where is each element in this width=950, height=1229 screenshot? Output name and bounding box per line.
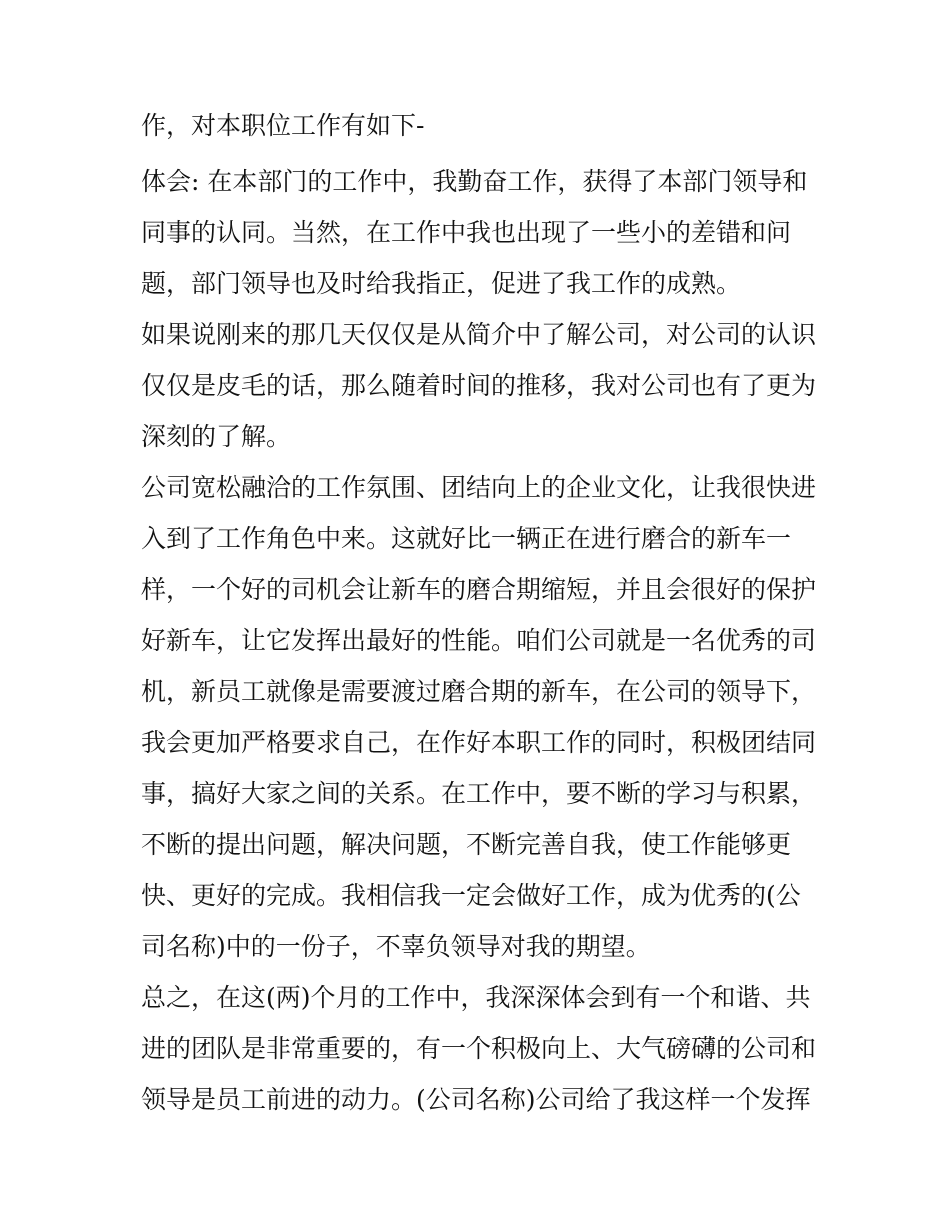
text-line: 快、更好的完成。我相信我一定会做好工作，成为优秀的(公 xyxy=(141,881,801,910)
text-line: 我会更加严格要求自己，在作好本职工作的同时，积极团结同 xyxy=(141,728,817,757)
text-line: 好新车，让它发挥出最好的性能。咱们公司就是一名优秀的司 xyxy=(141,626,817,655)
text-line: 深刻的了解。 xyxy=(141,422,292,451)
text-line: 体会: 在本部门的工作中，我勤奋工作，获得了本部门领导和 xyxy=(141,167,808,196)
text-line: 领导是员工前进的动力。(公司名称)公司给了我这样一个发挥 xyxy=(141,1085,811,1114)
text-line: 机，新员工就像是需要渡过磨合期的新车，在公司的领导下， xyxy=(141,677,817,706)
text-line: 题，部门领导也及时给我指正，促进了我工作的成熟。 xyxy=(141,269,742,298)
text-line: 作，对本职位工作有如下- xyxy=(141,111,425,140)
text-line: 入到了工作角色中来。这就好比一辆正在进行磨合的新车一 xyxy=(141,524,792,553)
text-line: 总之，在这(两)个月的工作中，我深深体会到有一个和谐、共 xyxy=(141,983,811,1012)
text-line: 进的团队是非常重要的，有一个积极向上、大气磅礴的公司和 xyxy=(141,1034,817,1063)
text-line: 同事的认同。当然，在工作中我也出现了一些小的差错和问 xyxy=(141,218,792,247)
text-line: 司名称)中的一份子，不辜负领导对我的期望。 xyxy=(141,932,651,961)
text-line: 如果说刚来的那几天仅仅是从简介中了解公司，对公司的认识 xyxy=(141,320,817,349)
text-line: 不断的提出问题，解决问题，不断完善自我，使工作能够更 xyxy=(141,830,792,859)
text-line: 样，一个好的司机会让新车的磨合期缩短，并且会很好的保护 xyxy=(141,575,817,604)
text-line: 仅仅是皮毛的话，那么随着时间的推移，我对公司也有了更为 xyxy=(141,371,817,400)
text-line: 事，搞好大家之间的关系。在工作中，要不断的学习与积累， xyxy=(141,779,817,808)
text-line: 公司宽松融洽的工作氛围、团结向上的企业文化，让我很快进 xyxy=(141,473,817,502)
